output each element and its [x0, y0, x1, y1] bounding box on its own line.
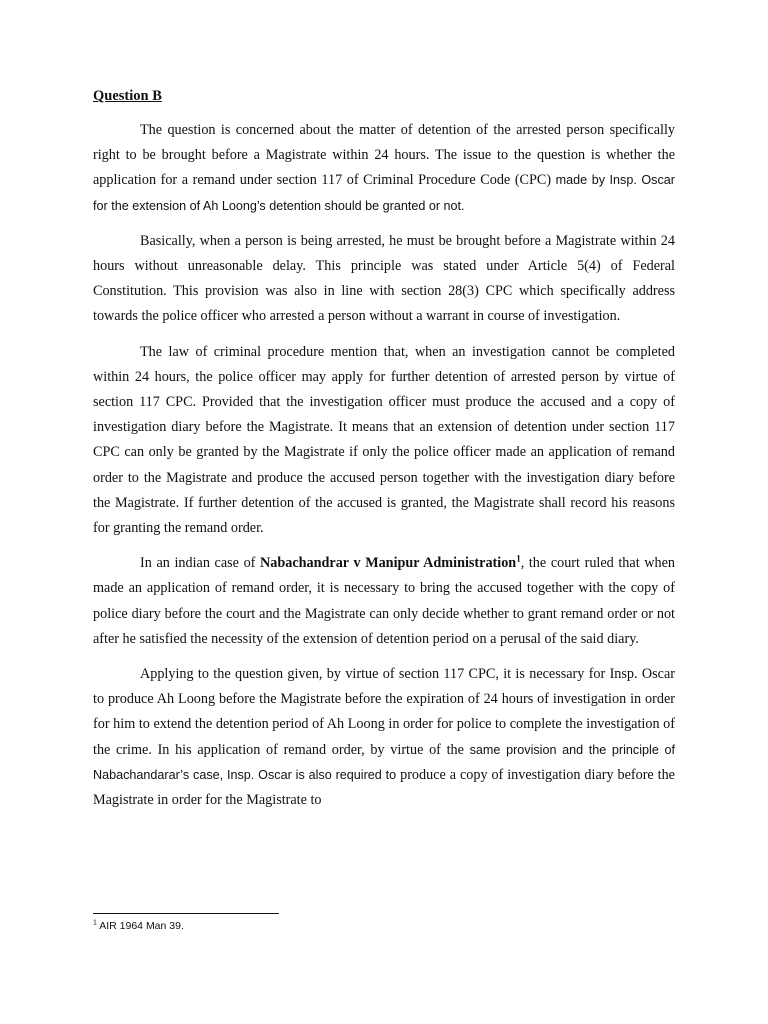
paragraph-law: The law of criminal procedure mention that, when an investigation cannot be completed within 24 hours, the police officer may apply for further detention of arrested person by virtue of section 117 CPC. Provided that the investigation officer must produce the accused and a copy of investigation diary before the Magistrate. It means that an extension of detention under section 117 CPC can only be granted by the Magistrate if only the police officer made an application of remand order to the Magistrate and produce the accused person together with the investigation diary before the Magistrate. If further detention of the accused is granted, the Magistrate shall record his reasons for granting the remand order. [93, 343, 675, 537]
paragraph-principle: Basically, when a person is being arrested, he must be brought before a Magistrate within 24 hours without unreasonable delay. This principle was stated under Article 5(4) of Federal Constitution. This provision was also in line with section 28(3) CPC which specifically address towards the police officer who arrested a person without a warrant in course of investigation. [93, 232, 675, 325]
case-name: Nabachandrar v Manipur Administration [260, 555, 517, 572]
paragraph-issue [93, 118, 675, 219]
document-body [93, 86, 675, 823]
paragraph-application-text: Applying to the question given, by virtue of section 117 CPC, it is necessary for Insp. Oscar to produce Ah Loong before the Magistrate before the expiration of 24 hours of investigation in order for him to extend the detention period of Ah Loong in order for police to complete the investigation of the crime. In his application of remand order, by virtue of the [93, 666, 675, 758]
paragraph-application-tail: produce a copy of investigation diary before the Magistrate in order for the Magistrate to [93, 766, 675, 809]
paragraph-case [93, 551, 675, 652]
footnote-number: 1 [93, 919, 97, 927]
footnote-divider [93, 913, 279, 914]
paragraph-issue-text: The question is concerned about the matter of detention of the arrested person specifically right to be brought before a Magistrate within 24 hours. The issue to the question is whether the application for a remand under section 117 of Criminal Procedure Code (CPC) [93, 122, 675, 189]
footnote [93, 919, 184, 933]
paragraph-case-rest: , the court ruled that when made an application of remand order, it is necessary to bring the accused together with the copy of police diary before the court and the Magistrate can only decide whether to grant remand order or not after he satisfied the necessity of the extension of detention period on a perusal of the said diary. [93, 555, 675, 647]
question-heading: Question B [93, 88, 162, 104]
footnote-reference[interactable]: 1 [516, 553, 521, 564]
paragraph-issue-tail: made by Insp. Oscar for the extension of Ah Loong’s detention should be granted or not. [93, 173, 675, 213]
paragraph-application [93, 662, 675, 813]
paragraph-case-intro: In an indian case of [140, 555, 261, 572]
footnote-text: AIR 1964 Man 39. [96, 920, 184, 932]
paragraph-application-sans: same provision and the principle of Nabachandarar’s case, Insp. Oscar is also required to [93, 742, 675, 782]
